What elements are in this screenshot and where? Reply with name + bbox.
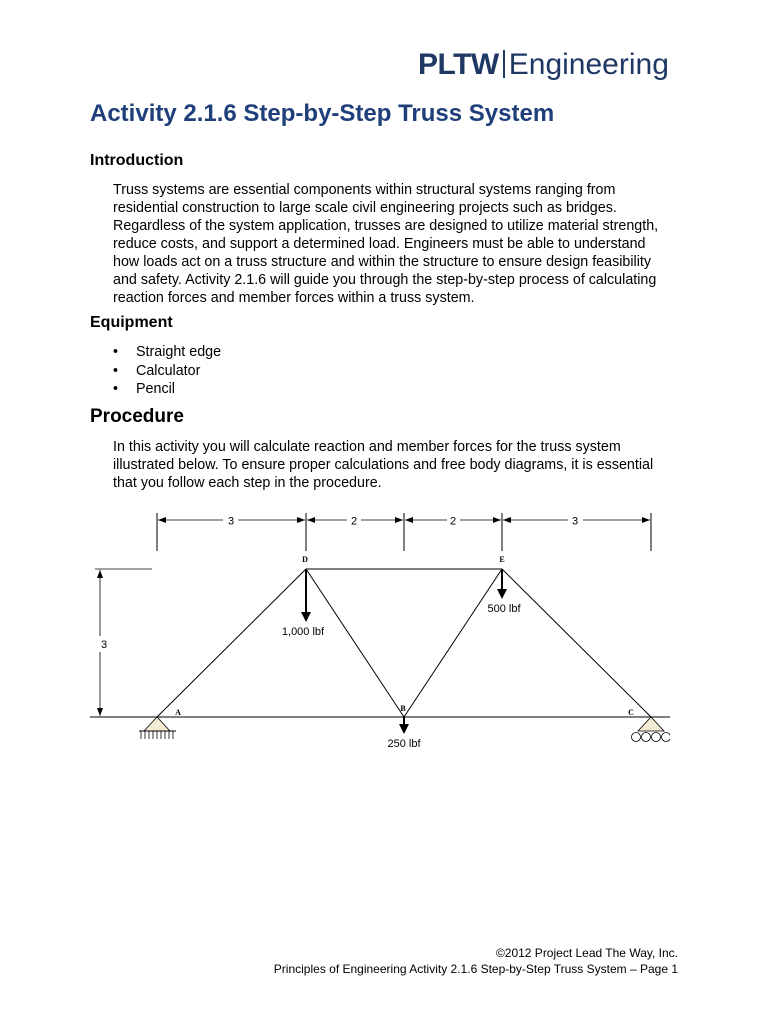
node-label-d: D [302,555,308,564]
load-label-e: 500 lbf [487,603,521,615]
introduction-text: Truss systems are essential components within structural systems ranging from residential construction to large scale civil engineering projects such as bridges. Regardless of the system application, trusses are designed to utilize material strength, reduce costs, and support a determined load. Engineers must be able to understand how loads act on a truss structure and within the structure to ensure design feasibility and safety. Activity 2.1.6 will guide you through the step-by-step process of calculating reaction forces and member forces within a truss system. [113,182,659,306]
bullet: • [113,362,119,379]
page-title: Activity 2.1.6 Step-by-Step Truss System [90,100,555,127]
pin-support-a [139,717,176,739]
span-label-db: 2 [350,515,358,528]
node-label-c: C [628,708,634,717]
span-label-be: 2 [449,515,457,528]
bullet: • [113,344,119,360]
equipment-item-calculator: Calculator [136,362,201,379]
roller-support-c [632,717,671,742]
load-arrow-b [399,717,409,734]
node-label-a: A [175,708,181,717]
procedure-heading: Procedure [90,406,184,427]
bullet: • [113,381,119,397]
node-label-b: B [400,704,406,713]
logo-division: Engineering [508,48,669,81]
load-arrow-d [301,569,311,622]
list-item [113,343,221,362]
equipment-list [113,343,221,399]
truss-members [90,569,670,717]
logo-divider [503,50,505,78]
equipment-item-pencil: Pencil [136,381,175,397]
height-label: 3 [100,639,108,651]
load-label-b: 250 lbf [387,738,421,750]
span-label-ad: 3 [227,515,235,528]
span-label-ec: 3 [571,515,579,528]
pltw-logo [418,48,669,82]
list-item [113,380,221,399]
logo-brand: PLTW [418,48,499,81]
node-label-e: E [499,555,505,564]
footer-copyright: ©2012 Project Lead The Way, Inc. [495,946,678,960]
truss-diagram [90,505,670,760]
load-label-d: 1,000 lbf [281,626,325,638]
equipment-heading: Equipment [90,314,173,331]
list-item [113,362,221,381]
procedure-text: In this activity you will calculate reaction and member forces for the truss system illustrated below. To ensure proper calculations and free body diagrams, it is essential that you follow each step in the procedure. [113,439,654,491]
equipment-item-straight-edge: Straight edge [136,344,222,360]
introduction-heading: Introduction [90,152,184,169]
footer-page-line: Principles of Engineering Activity 2.1.6 Step-by-Step Truss System – Page 1 [273,962,678,976]
